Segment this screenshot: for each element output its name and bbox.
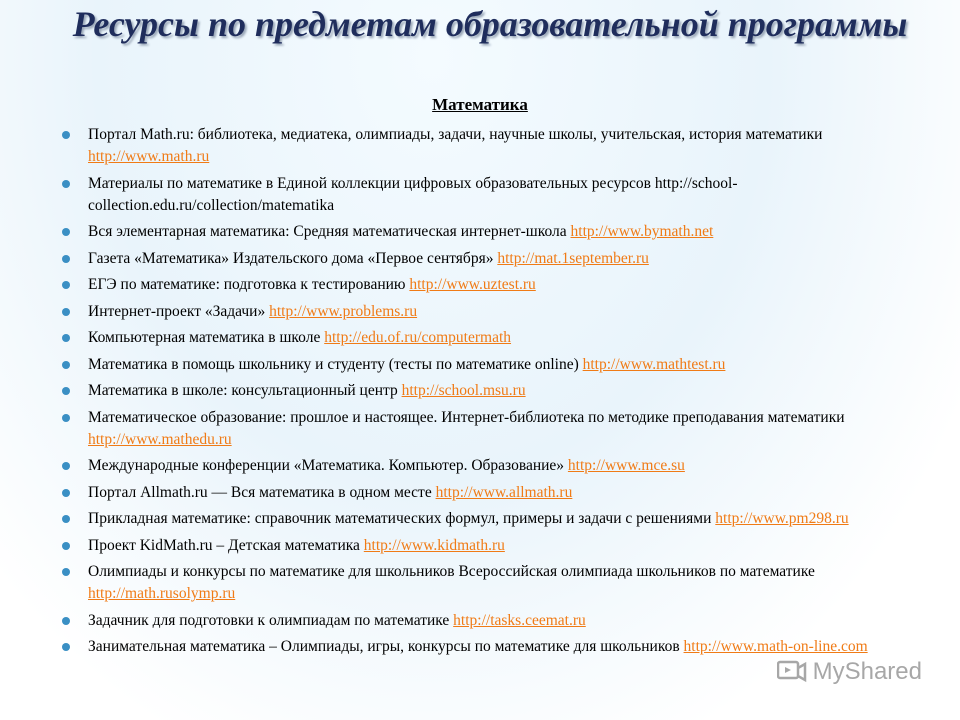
resource-link[interactable]: http://www.bymath.net <box>570 223 714 240</box>
list-item <box>62 482 912 504</box>
bullet-icon <box>62 617 70 625</box>
item-text: Интернет-проект «Задачи» <box>88 302 270 320</box>
item-text: Портал Allmath.ru — Вся математика в одном месте <box>88 483 436 501</box>
item-text: Задачник для подготовки к олимпиадам по математике <box>88 611 454 629</box>
resource-link[interactable]: http://www.uztest.ru <box>409 276 536 293</box>
resource-link[interactable]: http://mat.1september.ru <box>497 249 649 267</box>
bullet-icon <box>62 361 70 369</box>
bullet-icon <box>62 255 70 263</box>
bullet-icon <box>62 131 70 139</box>
myshared-logo-icon <box>777 659 807 685</box>
resource-link[interactable]: http://www.problems.ru <box>269 302 418 320</box>
item-text: Портал Math.ru: библиотека, медиатека, олимпиады, задачи, научные школы, учительская, история математики <box>88 126 823 143</box>
list-item <box>62 173 912 217</box>
list-item <box>62 636 912 658</box>
bullet-icon <box>62 568 70 576</box>
bullet-icon <box>62 643 70 651</box>
resource-link[interactable]: http://www.math.ru <box>88 148 210 165</box>
bullet-icon <box>62 180 70 188</box>
resource-link[interactable]: http://www.allmath.ru <box>435 483 573 501</box>
item-text: Проект KidMath.ru – Детская математика <box>88 536 364 554</box>
bullet-icon <box>62 489 70 497</box>
bullet-icon <box>62 281 70 289</box>
item-text: Прикладная математике: справочник математических формул, примеры и задачи с решениями <box>88 510 716 527</box>
slide-title: Ресурсы по предметам образовательной программы <box>72 4 908 44</box>
list-item <box>62 301 912 323</box>
item-text: Газета «Математика» Издательского дома «Первое сентября» <box>88 249 498 267</box>
list-item <box>62 610 912 632</box>
item-text: Материалы по математике в Единой коллекции цифровых образовательных ресурсов http://school-collection.edu.ru/collection/matematika <box>88 174 738 214</box>
bullet-icon <box>62 515 70 523</box>
watermark-text: MyShared <box>812 658 922 685</box>
resource-link[interactable]: http://edu.of.ru/computermath <box>324 329 512 346</box>
bullet-icon <box>62 542 70 550</box>
bullet-icon <box>62 387 70 395</box>
resource-link[interactable]: http://www.math-on-line.com <box>683 638 868 655</box>
bullet-icon <box>62 334 70 342</box>
resource-link[interactable]: http://www.mce.su <box>567 457 685 474</box>
bullet-icon <box>62 462 70 470</box>
list-item <box>62 124 912 168</box>
resource-link[interactable]: http://tasks.ceemat.ru <box>453 611 586 629</box>
bullet-icon <box>62 228 70 236</box>
list-item <box>62 561 912 605</box>
item-text: Математика в школе: консультационный центр <box>88 382 402 399</box>
item-text: Вся элементарная математика: Средняя математическая интернет-школа <box>88 223 571 240</box>
list-item <box>62 274 912 296</box>
bullet-icon <box>62 308 70 316</box>
item-text: Компьютерная математика в школе <box>88 329 325 346</box>
resource-link[interactable]: http://www.pm298.ru <box>715 510 849 527</box>
watermark <box>777 658 922 686</box>
list-item <box>62 248 912 270</box>
list-item <box>62 221 912 243</box>
item-text: Международные конференции «Математика. Компьютер. Образование» <box>88 457 568 474</box>
section-subtitle: Математика <box>432 95 528 114</box>
resource-link[interactable]: http://math.rusolymp.ru <box>88 585 236 602</box>
bullet-icon <box>62 414 70 422</box>
resource-link[interactable]: http://www.mathtest.ru <box>582 355 726 373</box>
resource-link[interactable]: http://school.msu.ru <box>401 382 526 399</box>
list-item <box>62 354 912 376</box>
list-item <box>62 327 912 349</box>
resource-link[interactable]: http://www.kidmath.ru <box>363 536 505 554</box>
list-item <box>62 455 912 477</box>
list-item <box>62 407 912 451</box>
list-item <box>62 380 912 402</box>
item-text: Олимпиады и конкурсы по математике для школьников Всероссийская олимпиада школьников по математике <box>88 563 815 580</box>
item-text: Занимательная математика – Олимпиады, игры, конкурсы по математике для школьников <box>88 638 684 655</box>
resource-link[interactable]: http://www.mathedu.ru <box>88 430 232 448</box>
resource-list <box>62 124 912 663</box>
list-item <box>62 508 912 530</box>
list-item <box>62 535 912 557</box>
item-text: ЕГЭ по математике: подготовка к тестированию <box>88 276 410 293</box>
item-text: Математика в помощь школьнику и студенту (тесты по математике online) <box>88 355 583 373</box>
item-text: Математическое образование: прошлое и настоящее. Интернет-библиотека по методике преподавания математики <box>88 408 845 426</box>
